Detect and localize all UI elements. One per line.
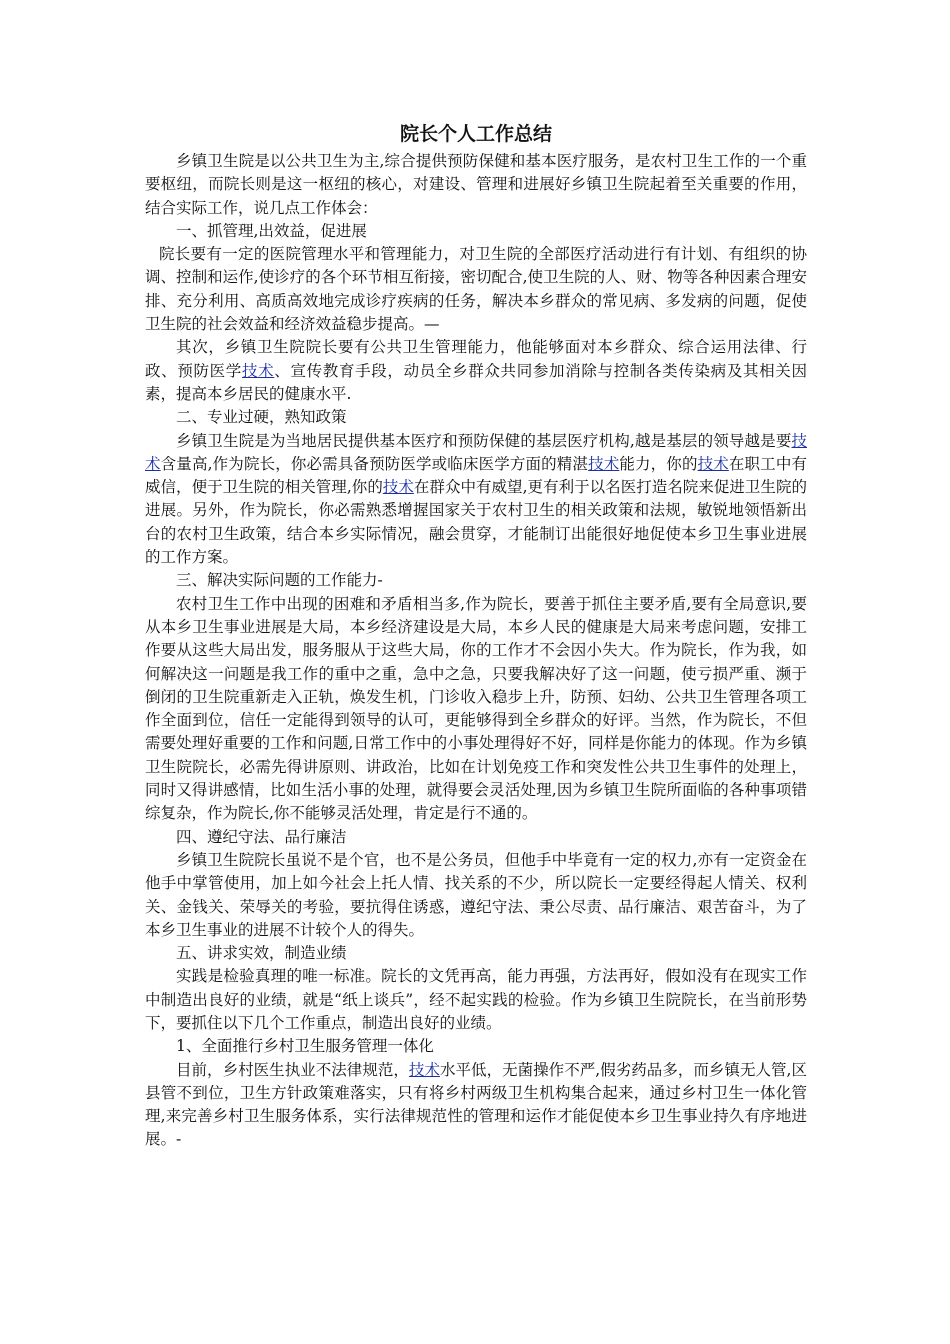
text-run: 其次，乡镇卫生院院长要有公共卫生管理能力，他能够面对本乡群众、综合运用法律、行政、预防医学 xyxy=(145,338,807,380)
body-paragraph xyxy=(145,593,807,826)
body-paragraph xyxy=(145,965,807,1035)
text-run: 院长要有一定的医院管理水平和管理能力，对卫生院的全部医疗活动进行有计划、有组织的协调、控制和运作,使诊疗的各个环节相互衔接，密切配合,使卫生院的人、财、物等各种因素合理安排、充分利用、高质高效地完成诊疗疾病的任务，解决本乡群众的常见病、多发病的问题，促使卫生院的社会效益和经济效益稳步提高。— xyxy=(145,245,807,334)
body-paragraph xyxy=(145,243,807,336)
body-paragraph xyxy=(145,849,807,942)
text-run: 二、专业过硬，熟知政策 xyxy=(176,408,347,427)
text-run: 在职工中有威信，便于卫生院的相关管理,你的 xyxy=(145,454,807,497)
section-heading xyxy=(145,942,807,965)
section-heading xyxy=(145,569,807,592)
body-paragraph xyxy=(145,336,807,406)
keyword-link[interactable]: 技术 xyxy=(382,478,414,497)
keyword-link[interactable]: 技术 xyxy=(145,431,807,473)
keyword-link[interactable]: 技术 xyxy=(588,454,620,473)
document-title: 院长个人工作总结 xyxy=(399,123,552,145)
document-body xyxy=(145,150,807,1152)
keyword-link[interactable]: 技术 xyxy=(241,361,275,380)
document-page xyxy=(145,120,807,1152)
text-run: 能力，你的 xyxy=(619,454,698,473)
text-run: 乡镇卫生院是为当地居民提供基本医疗和预防保健的基层医疗机构,越是基层的领导越是要 xyxy=(176,431,792,450)
section-heading xyxy=(145,1035,807,1058)
text-run: 、宣传教育手段，动员全乡群众共同参加消除与控制各类传染病及其相关因素，提高本乡居民的健康水平. xyxy=(145,361,807,403)
text-run: 目前，乡村医生执业不法律规范， xyxy=(176,1060,409,1079)
keyword-link[interactable]: 技术 xyxy=(408,1060,440,1079)
text-run: 含量高,作为院长，你必需具备预防医学或临床医学方面的精湛 xyxy=(160,454,589,473)
text-run: 1、全面推行乡村卫生服务管理一体化 xyxy=(176,1037,434,1056)
text-run: 实践是检验真理的唯一标准。院长的文凭再高，能力再强，方法再好，假如没有在现实工作中制造出良好的业绩，就是“纸上谈兵”，经不起实践的检验。作为乡镇卫生院院长，在当前形势下，要抓住以下几个工作重点，制造出良好的业绩。 xyxy=(145,967,807,1032)
text-run: 在群众中有威望,更有利于以名医打造名院来促进卫生院的进展。另外，作为院长，你必需熟悉增握国家关于农村卫生的相关政策和法规，敏锐地领悟新出台的农村卫生政策，结合本乡实际情况，融会贯穿，才能制订出能很好地促使本乡卫生事业进展的工作方案。 xyxy=(145,478,807,567)
section-heading xyxy=(145,406,807,429)
text-run: 乡镇卫生院是以公共卫生为主,综合提供预防保健和基本医疗服务，是农村卫生工作的一个重要枢纽，而院长则是这一枢纽的核心，对建设、管理和进展好乡镇卫生院起着至关重要的作用，结合实际工作，说几点工作体会： xyxy=(145,152,807,217)
text-run: 一、抓管理,出效益，促进展 xyxy=(176,221,367,240)
text-run: 水平低，无菌操作不严,假劣药品多，而乡镇无人管,区县管不到位，卫生方针政策难落实，只有将乡村两级卫生机构集合起来，通过乡村卫生一体化管理,来完善乡村卫生服务体系，实行法律规范性的管理和运作才能促使本乡卫生事业持久有序地进展。- xyxy=(145,1060,807,1149)
body-paragraph xyxy=(145,430,807,570)
text-run: 五、讲求实效，制造业绩 xyxy=(176,944,347,963)
section-heading xyxy=(145,826,807,849)
text-run: 乡镇卫生院院长虽说不是个官，也不是公务员，但他手中毕竟有一定的权力,亦有一定资金在他手中掌管使用，加上如今社会上托人情、找关系的不少，所以院长一定要经得起人情关、权利关、金钱关、荣辱关的考验，要抗得住诱惑，遵纪守法、秉公尽责、品行廉洁、艰苦奋斗，为了本乡卫生事业的进展不计较个人的得失。 xyxy=(145,850,807,939)
body-paragraph xyxy=(145,1059,807,1152)
section-heading xyxy=(145,220,807,243)
text-run: 四、遵纪守法、品行廉洁 xyxy=(176,827,347,846)
text-run: 三、解决实际问题的工作能力- xyxy=(176,571,383,590)
text-run: 农村卫生工作中出现的困难和矛盾相当多,作为院长，要善于抓住主要矛盾,要有全局意识,要从本乡卫生事业进展是大局，本乡经济建设是大局，本乡人民的健康是大局来考虑问题，安排工作要从这些大局出发，服务服从于这些大局，你的工作才不会因小失大。作为院长，作为我，如何解决这一问题是我工作的重中之重，急中之急，只要我解决好了这一问题，使亏损严重、濒于倒闭的卫生院重新走入正轨，焕发生机，门诊收入稳步上升，防预、妇幼、公共卫生管理各项工作全面到位，信任一定能得到领导的认可，更能够得到全乡群众的好评。当然，作为院长，不但需要处理好重要的工作和问题,日常工作中的小事处理得好不好，同样是你能力的体现。作为乡镇卫生院院长，必需先得讲原则、讲政治，比如在计划免疫工作和突发性公共卫生事件的处理上，同时又得讲感情，比如生活小事的处理，就得要会灵活处理,因为乡镇卫生院所面临的各种事项错综复杂，作为院长,你不能够灵活处理，肯定是行不通的。 xyxy=(145,594,807,823)
keyword-link[interactable]: 技术 xyxy=(697,454,729,473)
body-paragraph xyxy=(145,150,807,220)
